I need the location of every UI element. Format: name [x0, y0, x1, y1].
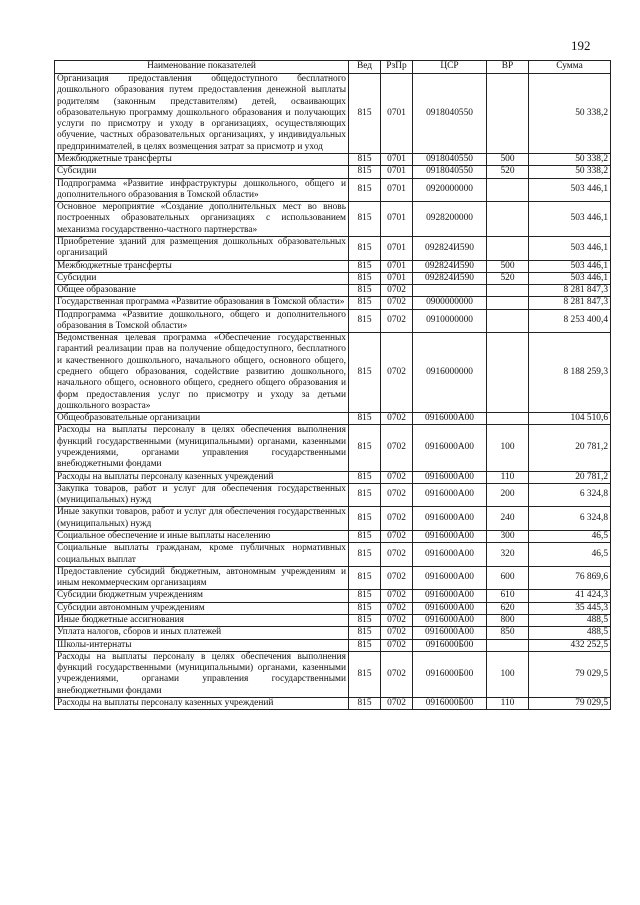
row-vr-cell: 300	[487, 530, 529, 542]
row-vr-cell	[487, 309, 529, 333]
row-csr-cell: 0916000А00	[413, 602, 487, 614]
row-ved-cell: 815	[349, 507, 381, 531]
row-rzpr-cell: 0701	[381, 74, 413, 154]
table-row	[55, 543, 611, 567]
row-rzpr-cell: 0702	[381, 333, 413, 413]
row-sum-cell: 6 324,8	[529, 483, 611, 507]
row-ved-cell: 815	[349, 471, 381, 483]
row-csr-cell: 092824И590	[413, 272, 487, 284]
row-vr-cell	[487, 202, 529, 237]
table-row	[55, 260, 611, 272]
row-rzpr-cell: 0702	[381, 425, 413, 471]
table-row	[55, 651, 611, 697]
row-sum-cell: 20 781,2	[529, 471, 611, 483]
row-ved-cell: 815	[349, 236, 381, 260]
row-ved-cell: 815	[349, 602, 381, 614]
row-vr-cell: 110	[487, 697, 529, 709]
row-rzpr-cell: 0702	[381, 639, 413, 651]
row-csr-cell: 0916000А00	[413, 425, 487, 471]
row-ved-cell: 815	[349, 285, 381, 297]
row-csr-cell: 0916000А00	[413, 530, 487, 542]
row-rzpr-cell: 0702	[381, 309, 413, 333]
column-header-ved: Вед	[349, 61, 381, 74]
row-sum-cell: 488,5	[529, 614, 611, 626]
table-row	[55, 614, 611, 626]
row-sum-cell: 8 188 259,3	[529, 333, 611, 413]
row-rzpr-cell: 0702	[381, 651, 413, 697]
column-header-vr: ВР	[487, 61, 529, 74]
row-rzpr-cell: 0702	[381, 566, 413, 590]
table-row	[55, 639, 611, 651]
row-sum-cell: 79 029,5	[529, 697, 611, 709]
row-ved-cell: 815	[349, 697, 381, 709]
row-ved-cell: 815	[349, 309, 381, 333]
row-sum-cell: 8 253 400,4	[529, 309, 611, 333]
row-name-cell: Общеобразовательные организации	[55, 413, 349, 425]
row-name-cell: Расходы на выплаты персоналу в целях обеспечения выполнения функций государственными (муниципальными) органами, казенными учреждениями, органами управления государственными внебюджетными фондами	[55, 651, 349, 697]
row-csr-cell: 0916000А00	[413, 627, 487, 639]
table-row	[55, 333, 611, 413]
row-csr-cell: 0920000000	[413, 178, 487, 202]
row-csr-cell	[413, 285, 487, 297]
row-sum-cell: 76 869,6	[529, 566, 611, 590]
row-ved-cell: 815	[349, 166, 381, 178]
row-name-cell: Расходы на выплаты персоналу казенных учреждений	[55, 471, 349, 483]
row-rzpr-cell: 0702	[381, 602, 413, 614]
row-rzpr-cell: 0702	[381, 530, 413, 542]
row-vr-cell	[487, 178, 529, 202]
row-rzpr-cell: 0702	[381, 483, 413, 507]
table-row	[55, 507, 611, 531]
row-name-cell: Субсидии	[55, 166, 349, 178]
row-name-cell: Приобретение зданий для размещения дошкольных образовательных организаций	[55, 236, 349, 260]
row-rzpr-cell: 0701	[381, 166, 413, 178]
row-rzpr-cell: 0702	[381, 413, 413, 425]
table-row	[55, 297, 611, 309]
row-name-cell: Социальное обеспечение и иные выплаты населению	[55, 530, 349, 542]
row-rzpr-cell: 0702	[381, 471, 413, 483]
row-name-cell: Субсидии	[55, 272, 349, 284]
row-vr-cell: 320	[487, 543, 529, 567]
row-sum-cell: 46,5	[529, 530, 611, 542]
row-ved-cell: 815	[349, 614, 381, 626]
row-name-cell: Основное мероприятие «Создание дополнительных мест во вновь построенных образовательных организациях с использованием механизма государственно-частного партнерства»	[55, 202, 349, 237]
row-rzpr-cell: 0702	[381, 590, 413, 602]
row-vr-cell	[487, 639, 529, 651]
row-ved-cell: 815	[349, 627, 381, 639]
table-row	[55, 471, 611, 483]
row-sum-cell: 35 445,3	[529, 602, 611, 614]
row-ved-cell: 815	[349, 483, 381, 507]
budget-table	[54, 60, 611, 710]
row-csr-cell: 0916000А00	[413, 471, 487, 483]
row-csr-cell: 0916000000	[413, 333, 487, 413]
row-rzpr-cell: 0702	[381, 697, 413, 709]
row-rzpr-cell: 0701	[381, 202, 413, 237]
row-sum-cell: 41 424,3	[529, 590, 611, 602]
row-vr-cell	[487, 413, 529, 425]
row-csr-cell: 0916000А00	[413, 507, 487, 531]
row-sum-cell: 503 446,1	[529, 236, 611, 260]
row-vr-cell	[487, 285, 529, 297]
row-vr-cell: 800	[487, 614, 529, 626]
row-rzpr-cell: 0701	[381, 178, 413, 202]
row-name-cell: Подпрограмма «Развитие дошкольного, общего и дополнительного образования в Томской области»	[55, 309, 349, 333]
row-name-cell: Социальные выплаты гражданам, кроме публичных нормативных социальных выплат	[55, 543, 349, 567]
row-sum-cell: 6 324,8	[529, 507, 611, 531]
row-rzpr-cell: 0702	[381, 543, 413, 567]
table-header-row	[55, 61, 611, 74]
row-name-cell: Школы-интернаты	[55, 639, 349, 651]
row-name-cell: Ведомственная целевая программа «Обеспечение государственных гарантий реализации прав на получение общедоступного, бесплатного и качественного дошкольного, начального общего, основного общего, среднего общего образования, содействие развитию дошкольного, начального общего, основного общего, среднего общего образования и форм предоставления услуг по присмотру и уходу за детьми дошкольного возраста»	[55, 333, 349, 413]
table-row	[55, 236, 611, 260]
row-vr-cell: 200	[487, 483, 529, 507]
row-ved-cell: 815	[349, 260, 381, 272]
row-csr-cell: 0916000А00	[413, 590, 487, 602]
row-name-cell: Организация предоставления общедоступного бесплатного дошкольного образования путем предоставления денежной выплаты родителям (законным представителям) детей, осваивающих образовательную программу дошкольного образования и получающих услуги по присмотру и уходу в организациях, осуществляющих обучение, частных образовательных организациях, у индивидуальных предпринимателей, в целях возмещения затрат за присмотр и уход	[55, 74, 349, 154]
table-row	[55, 602, 611, 614]
row-rzpr-cell: 0702	[381, 614, 413, 626]
row-vr-cell: 600	[487, 566, 529, 590]
table-row	[55, 590, 611, 602]
row-name-cell: Межбюджетные трансферты	[55, 153, 349, 165]
row-vr-cell	[487, 297, 529, 309]
row-vr-cell: 520	[487, 272, 529, 284]
row-sum-cell: 503 446,1	[529, 272, 611, 284]
page-number: 192	[571, 38, 591, 53]
table-row	[55, 202, 611, 237]
row-vr-cell: 500	[487, 153, 529, 165]
table-row	[55, 272, 611, 284]
table-row	[55, 413, 611, 425]
row-name-cell: Уплата налогов, сборов и иных платежей	[55, 627, 349, 639]
table-row	[55, 483, 611, 507]
row-ved-cell: 815	[349, 333, 381, 413]
row-rzpr-cell: 0702	[381, 627, 413, 639]
row-ved-cell: 815	[349, 413, 381, 425]
row-name-cell: Иные закупки товаров, работ и услуг для обеспечения государственных (муниципальных) нужд	[55, 507, 349, 531]
row-rzpr-cell: 0702	[381, 507, 413, 531]
row-rzpr-cell: 0702	[381, 297, 413, 309]
row-name-cell: Субсидии бюджетным учреждениям	[55, 590, 349, 602]
row-sum-cell: 50 338,2	[529, 74, 611, 154]
row-vr-cell: 100	[487, 425, 529, 471]
row-rzpr-cell: 0701	[381, 236, 413, 260]
row-ved-cell: 815	[349, 153, 381, 165]
row-ved-cell: 815	[349, 651, 381, 697]
row-rzpr-cell: 0701	[381, 272, 413, 284]
table-row	[55, 530, 611, 542]
row-csr-cell: 0910000000	[413, 309, 487, 333]
row-vr-cell: 850	[487, 627, 529, 639]
row-ved-cell: 815	[349, 178, 381, 202]
row-sum-cell: 8 281 847,3	[529, 297, 611, 309]
table-row	[55, 627, 611, 639]
row-rzpr-cell: 0701	[381, 260, 413, 272]
row-name-cell: Расходы на выплаты персоналу в целях обеспечения выполнения функций государственными (муниципальными) органами, казенными учреждениями, органами управления государственными внебюджетными фондами	[55, 425, 349, 471]
row-vr-cell: 100	[487, 651, 529, 697]
row-name-cell: Подпрограмма «Развитие инфраструктуры дошкольного, общего и дополнительного образования в Томской области»	[55, 178, 349, 202]
row-csr-cell: 0900000000	[413, 297, 487, 309]
row-sum-cell: 432 252,5	[529, 639, 611, 651]
row-vr-cell: 620	[487, 602, 529, 614]
row-sum-cell: 46,5	[529, 543, 611, 567]
table-row	[55, 166, 611, 178]
row-rzpr-cell: 0701	[381, 153, 413, 165]
row-csr-cell: 0916000Б00	[413, 651, 487, 697]
row-ved-cell: 815	[349, 639, 381, 651]
row-csr-cell: 0916000А00	[413, 543, 487, 567]
row-sum-cell: 20 781,2	[529, 425, 611, 471]
row-rzpr-cell: 0702	[381, 285, 413, 297]
row-csr-cell: 0916000Б00	[413, 639, 487, 651]
column-header-sum: Сумма	[529, 61, 611, 74]
table-row	[55, 566, 611, 590]
row-name-cell: Государственная программа «Развитие образования в Томской области»	[55, 297, 349, 309]
row-csr-cell: 0916000А00	[413, 566, 487, 590]
table-row	[55, 309, 611, 333]
table-row	[55, 425, 611, 471]
row-name-cell: Межбюджетные трансферты	[55, 260, 349, 272]
row-ved-cell: 815	[349, 74, 381, 154]
row-vr-cell: 520	[487, 166, 529, 178]
row-csr-cell: 092824И590	[413, 236, 487, 260]
row-sum-cell: 79 029,5	[529, 651, 611, 697]
row-csr-cell: 0916000Б00	[413, 697, 487, 709]
row-sum-cell: 104 510,6	[529, 413, 611, 425]
row-ved-cell: 815	[349, 590, 381, 602]
row-sum-cell: 8 281 847,3	[529, 285, 611, 297]
row-sum-cell: 503 446,1	[529, 260, 611, 272]
row-csr-cell: 0918040550	[413, 74, 487, 154]
row-ved-cell: 815	[349, 566, 381, 590]
row-vr-cell	[487, 74, 529, 154]
row-vr-cell: 500	[487, 260, 529, 272]
row-sum-cell: 503 446,1	[529, 178, 611, 202]
row-csr-cell: 0916000А00	[413, 413, 487, 425]
row-name-cell: Общее образование	[55, 285, 349, 297]
row-name-cell: Закупка товаров, работ и услуг для обеспечения государственных (муниципальных) нужд	[55, 483, 349, 507]
row-vr-cell	[487, 236, 529, 260]
table-row	[55, 74, 611, 154]
row-ved-cell: 815	[349, 530, 381, 542]
row-sum-cell: 50 338,2	[529, 153, 611, 165]
row-ved-cell: 815	[349, 272, 381, 284]
row-vr-cell	[487, 333, 529, 413]
table-row	[55, 285, 611, 297]
row-csr-cell: 0918040550	[413, 166, 487, 178]
row-csr-cell: 0916000А00	[413, 614, 487, 626]
row-vr-cell: 240	[487, 507, 529, 531]
row-vr-cell: 610	[487, 590, 529, 602]
row-name-cell: Субсидии автономным учреждениям	[55, 602, 349, 614]
row-ved-cell: 815	[349, 543, 381, 567]
row-sum-cell: 50 338,2	[529, 166, 611, 178]
table-row	[55, 697, 611, 709]
column-header-rzpr: РзПр	[381, 61, 413, 74]
row-csr-cell: 0928200000	[413, 202, 487, 237]
row-name-cell: Иные бюджетные ассигнования	[55, 614, 349, 626]
row-ved-cell: 815	[349, 425, 381, 471]
row-vr-cell: 110	[487, 471, 529, 483]
row-csr-cell: 0918040550	[413, 153, 487, 165]
row-name-cell: Предоставление субсидий бюджетным, автономным учреждениям и иным некоммерческим организациям	[55, 566, 349, 590]
column-header-csr: ЦСР	[413, 61, 487, 74]
table-row	[55, 178, 611, 202]
row-sum-cell: 488,5	[529, 627, 611, 639]
row-name-cell: Расходы на выплаты персоналу казенных учреждений	[55, 697, 349, 709]
column-header-name: Наименование показателей	[55, 61, 349, 74]
row-csr-cell: 0916000А00	[413, 483, 487, 507]
table-row	[55, 153, 611, 165]
row-ved-cell: 815	[349, 202, 381, 237]
row-ved-cell: 815	[349, 297, 381, 309]
row-csr-cell: 092824И590	[413, 260, 487, 272]
row-sum-cell: 503 446,1	[529, 202, 611, 237]
